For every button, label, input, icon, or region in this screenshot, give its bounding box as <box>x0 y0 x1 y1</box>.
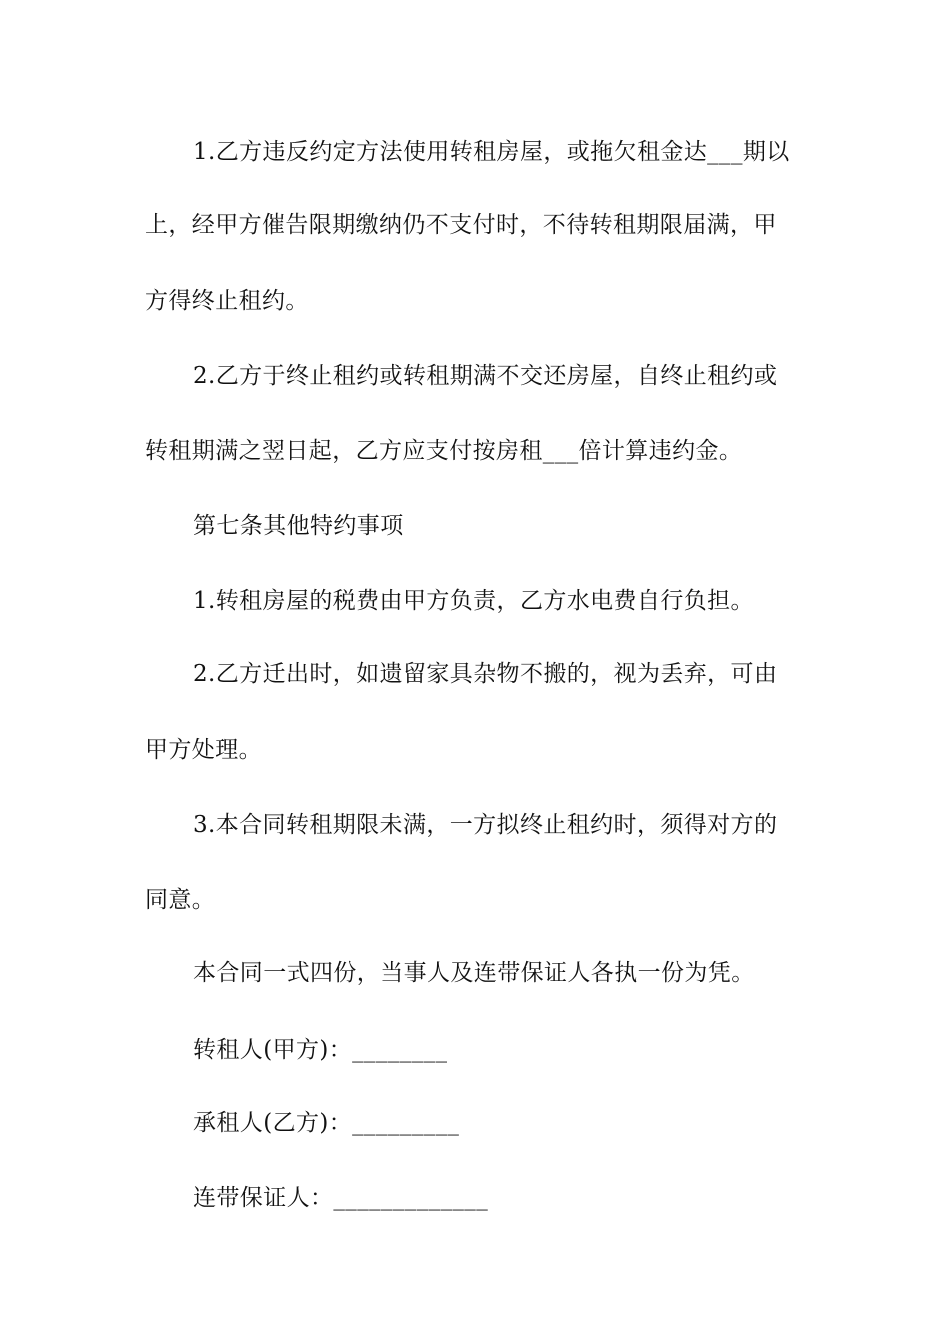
clause-1-line-2: 上，经甲方催告限期缴纳仍不支付时，不待转租期限届满，甲 <box>145 212 777 238</box>
clause-2-line-1: 2.乙方于终止租约或转租期满不交还房屋，自终止租约或 <box>193 363 778 389</box>
lessee-signature-line: 承租人(乙方)：_________ <box>193 1110 460 1136</box>
sublessor-signature-line: 转租人(甲方)：________ <box>193 1037 448 1063</box>
special-item-3-line-1: 3.本合同转租期限未满，一方拟终止租约时，须得对方的 <box>193 812 778 838</box>
clause-1-line-1: 1.乙方违反约定方法使用转租房屋，或拖欠租金达___期以 <box>193 139 790 165</box>
special-item-2-line-2: 甲方处理。 <box>145 737 262 763</box>
guarantor-signature-line: 连带保证人：_____________ <box>193 1185 489 1211</box>
clause-2-line-2: 转租期满之翌日起，乙方应支付按房租___倍计算违约金。 <box>145 438 743 464</box>
special-item-2-line-1: 2.乙方迁出时，如遗留家具杂物不搬的，视为丢弃，可由 <box>193 661 778 687</box>
article-7-heading: 第七条其他特约事项 <box>193 513 404 539</box>
copies-statement: 本合同一式四份，当事人及连带保证人各执一份为凭。 <box>193 960 755 986</box>
special-item-1: 1.转租房屋的税费由甲方负责，乙方水电费自行负担。 <box>193 588 754 614</box>
special-item-3-line-2: 同意。 <box>145 887 216 913</box>
clause-1-line-3: 方得终止租约。 <box>145 288 309 314</box>
